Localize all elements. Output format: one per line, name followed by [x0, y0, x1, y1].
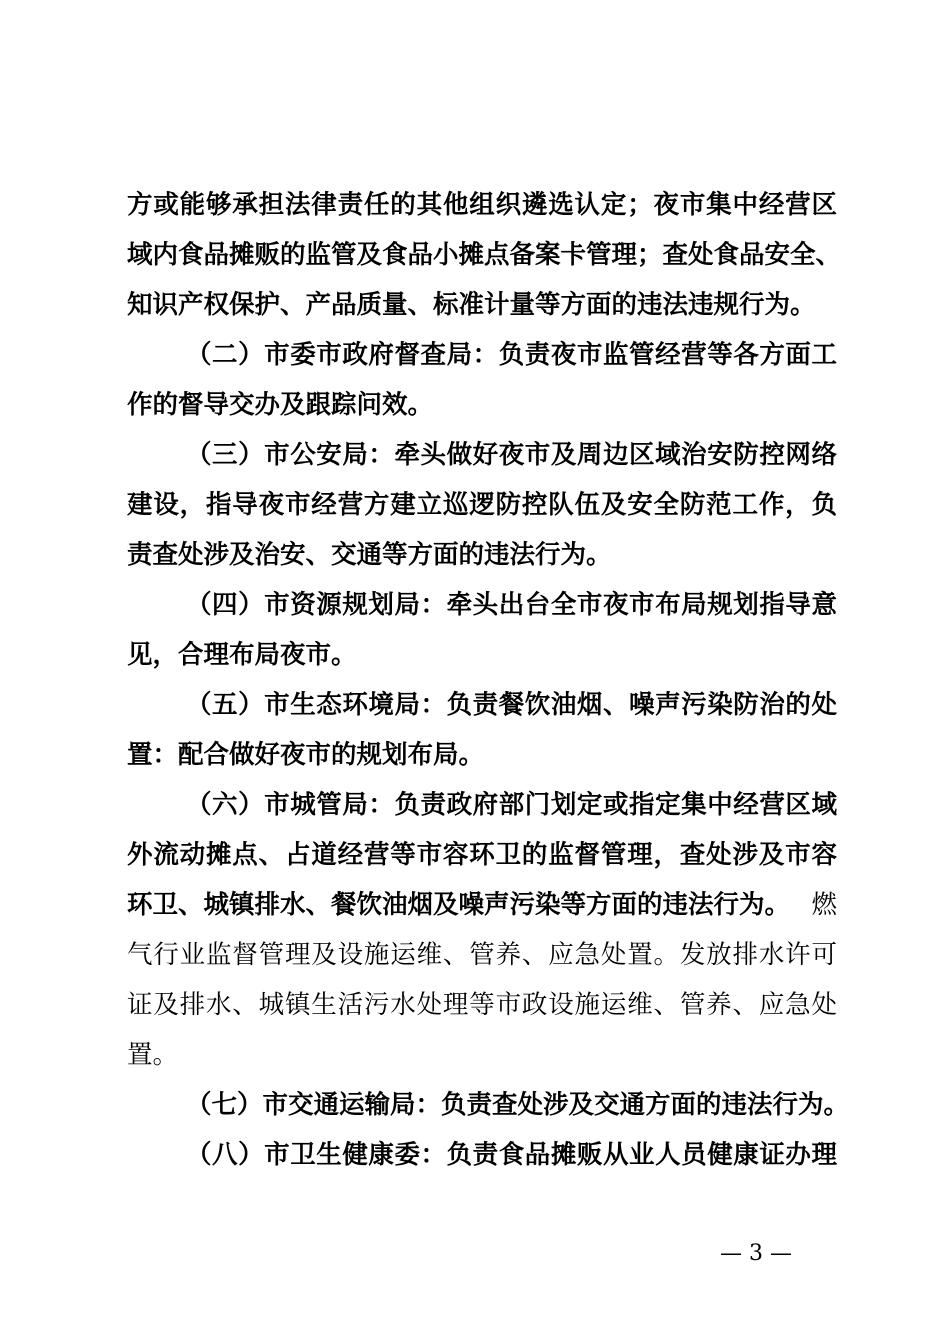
text-line-16: 气行业监督管理及设施运维、管养、应急处置。发放排水许可	[127, 940, 837, 970]
section-3-heading-line: （三）市公安局：牵头做好夜市及周边区域治安防控网络	[186, 440, 837, 470]
text-line-15	[127, 883, 837, 927]
text-line-14: 外流动摊点、占道经营等市容环卫的监督管理，查处涉及市容	[127, 840, 837, 870]
text-line-1: 方或能够承担法律责任的其他组织遴选认定；夜市集中经营区	[127, 190, 837, 220]
section-4-heading-line: （四）市资源规划局：牵头出台全市夜市布局规划指导意	[186, 590, 837, 620]
text-line-7: 建设，指导夜市经营方建立巡逻防控队伍及安全防范工作，负	[127, 490, 837, 520]
text-line-8: 责查处涉及治安、交通等方面的违法行为。	[127, 540, 612, 570]
section-8-heading-line: （八）市卫生健康委：负责食品摊贩从业人员健康证办理	[186, 1140, 837, 1170]
text-line-10: 见，合理布局夜市。	[127, 640, 357, 670]
section-7-heading-line: （七）市交通运输局：负责查处涉及交通方面的违法行为。	[186, 1090, 850, 1120]
text-line-5: 作的督导交办及跟踪问效。	[127, 390, 434, 420]
text-line-12: 置：配合做好夜市的规划布局。	[127, 740, 485, 770]
page-number: — 3 —	[720, 1241, 792, 1266]
text-line-17: 证及排水、城镇生活污水处理等市政设施运维、管养、应急处	[127, 990, 837, 1020]
text-line-15-bold-part: 环卫、城镇排水、餐饮油烟及噪声污染等方面的违法行为。	[127, 890, 791, 920]
section-5-heading-line: （五）市生态环境局：负责餐饮油烟、噪声污染防治的处	[186, 690, 837, 720]
section-2-heading-line: （二）市委市政府督查局：负责夜市监管经营等各方面工	[186, 340, 837, 370]
text-line-15-normal-part: 燃	[811, 890, 837, 920]
section-6-heading-line: （六）市城管局：负责政府部门划定或指定集中经营区域	[186, 790, 837, 820]
text-line-3: 知识产权保护、产品质量、标准计量等方面的违法违规行为。	[127, 290, 816, 320]
text-line-18: 置。	[127, 1040, 179, 1070]
text-line-2: 域内食品摊贩的监管及食品小摊点备案卡管理；查处食品安全、	[127, 240, 842, 270]
